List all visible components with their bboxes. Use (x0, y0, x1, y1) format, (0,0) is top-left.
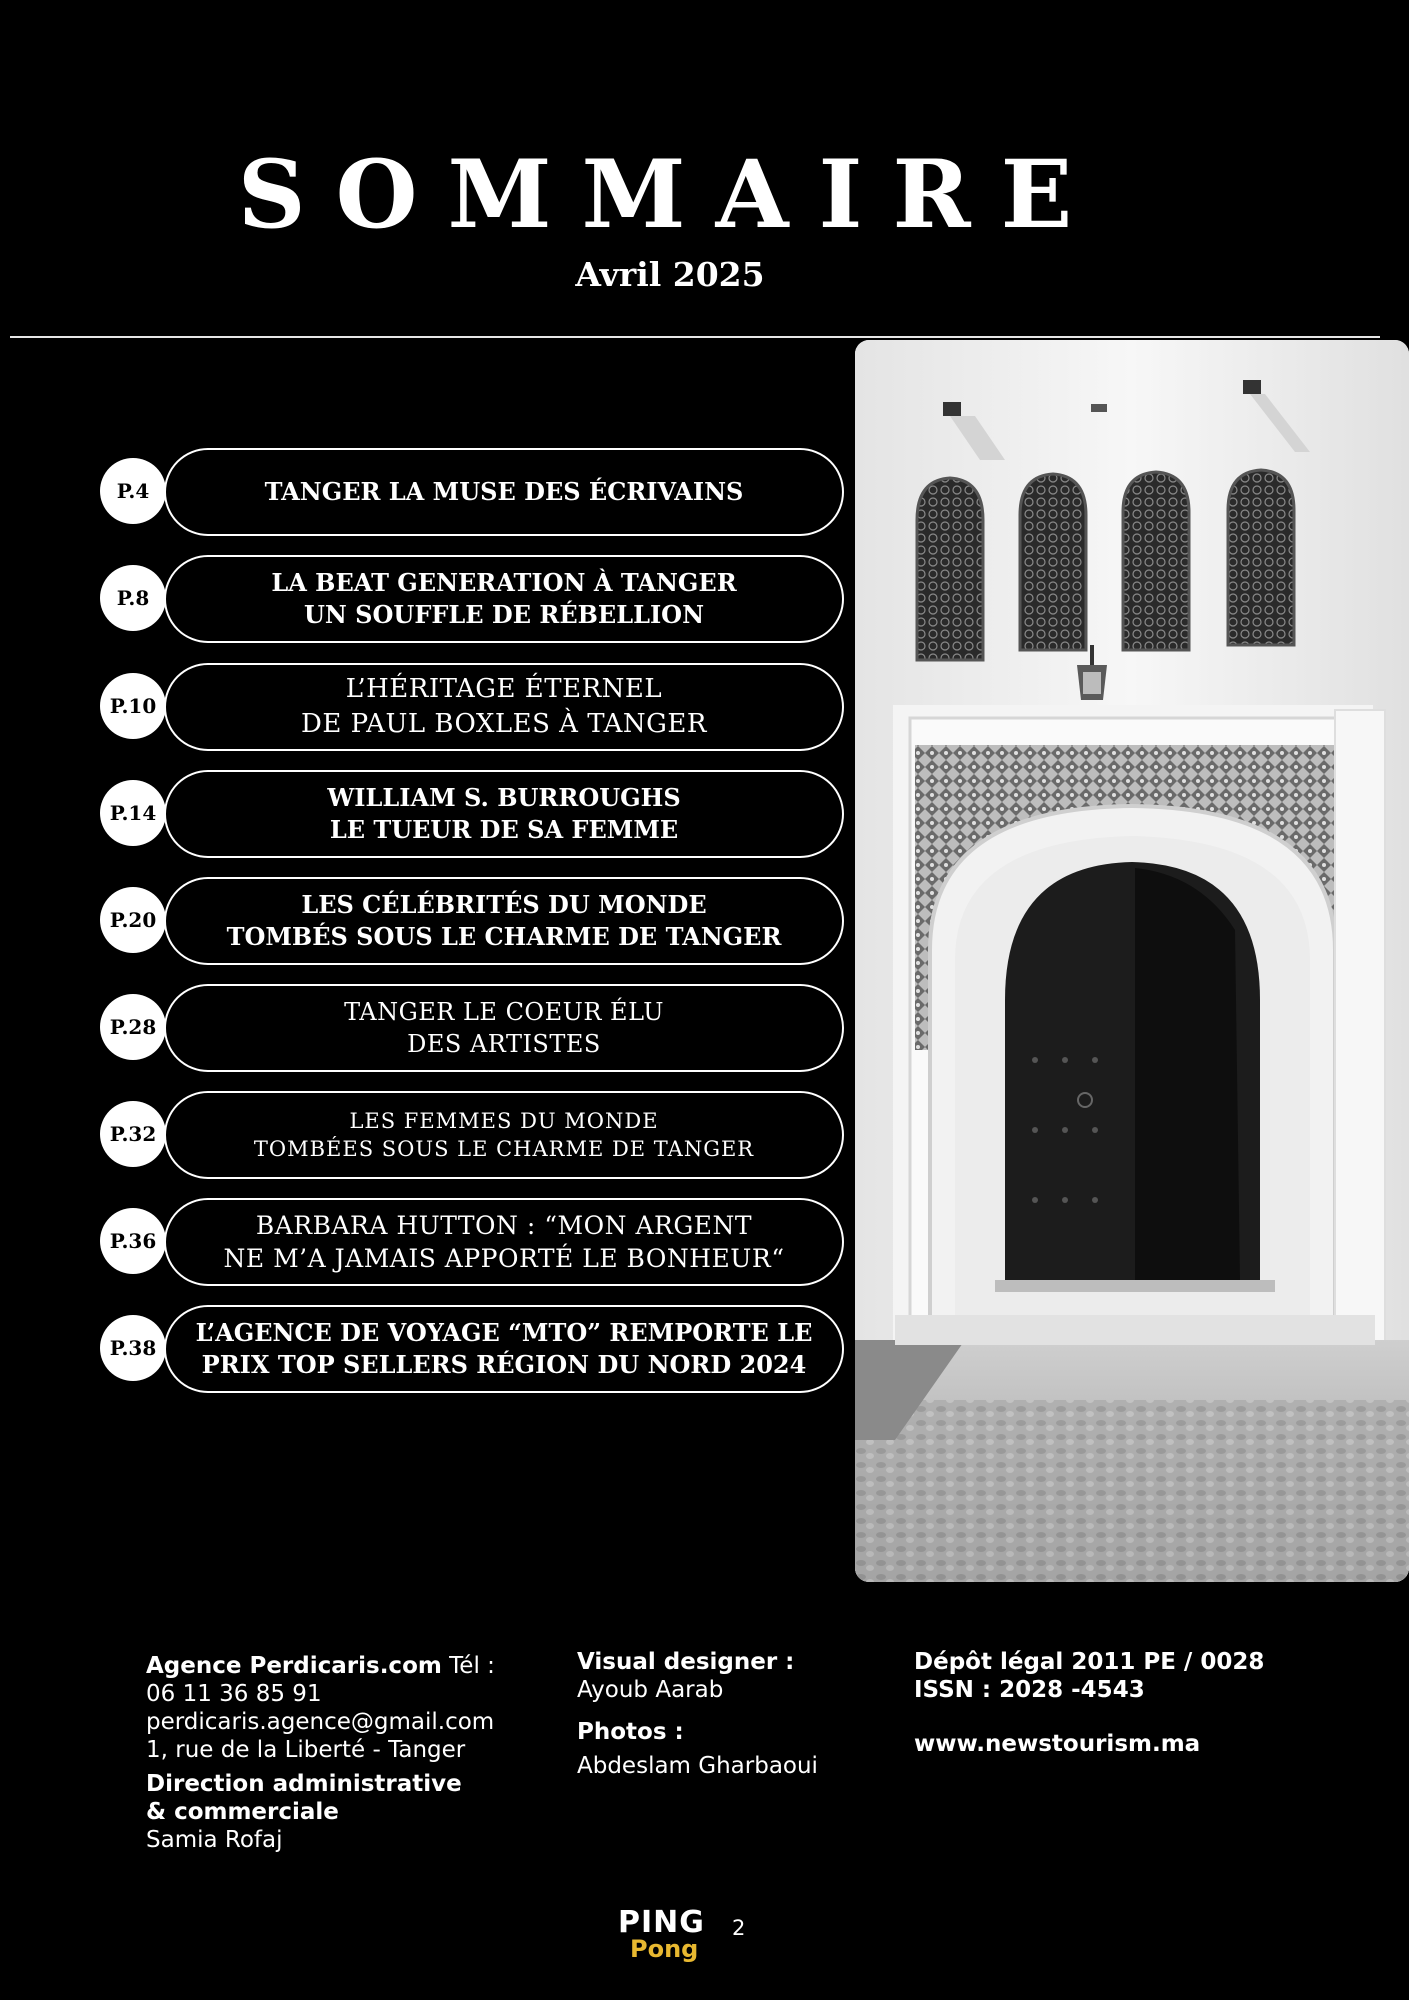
footer-legal (914, 1648, 1264, 1758)
email-address: perdicaris.agence@gmail.com (146, 1709, 495, 1735)
toc-page-number: P.14 (100, 780, 166, 846)
legal-deposit: Dépôt légal 2011 PE / 0028 (914, 1649, 1265, 1675)
visual-designer-name: Ayoub Aarab (577, 1677, 724, 1703)
toc-item-title: LES CÉLÉBRITÉS DU MONDE TOMBÉS SOUS LE CHARME DE TANGER (226, 889, 782, 951)
toc-item-title: LES FEMMES DU MONDE TOMBÉES SOUS LE CHARME DE TANGER (253, 1108, 755, 1161)
toc-item-pill[interactable] (164, 448, 844, 536)
tel-label: Tél : (441, 1653, 495, 1679)
photos-label: Photos : (577, 1719, 684, 1745)
toc-item-9[interactable] (100, 1305, 850, 1397)
logo-pong-text: Pong (630, 1935, 699, 1963)
toc-item-title: WILLIAM S. BURROUGHS LE TUEUR DE SA FEMME (327, 782, 681, 844)
toc-item-title: BARBARA HUTTON : “MON ARGENT NE M’A JAMAIS APPORTÉ LE BONHEUR“ (223, 1210, 785, 1273)
toc-item-8[interactable] (100, 1198, 850, 1290)
doorway-photo (855, 340, 1409, 1582)
toc-page-number: P.4 (100, 458, 166, 524)
toc-page-number: P.10 (100, 673, 166, 739)
toc-item-pill[interactable] (164, 1305, 844, 1393)
logo-ping-text: PING (618, 1905, 705, 1940)
footer-credits (577, 1648, 818, 1780)
issue-date: Avril 2025 (575, 255, 765, 294)
table-of-contents (0, 0, 860, 1420)
toc-page-number: P.32 (100, 1101, 166, 1167)
direction-label-2: & commerciale (146, 1799, 339, 1825)
toc-item-pill[interactable] (164, 555, 844, 643)
toc-item-7[interactable] (100, 1091, 850, 1183)
toc-page-number: P.38 (100, 1315, 166, 1381)
toc-item-4[interactable] (100, 770, 850, 862)
photographer-name: Abdeslam Gharbaoui (577, 1753, 818, 1779)
toc-page-number: P.28 (100, 994, 166, 1060)
agency-name: Agence Perdicaris.com (146, 1653, 442, 1679)
toc-item-pill[interactable] (164, 1198, 844, 1286)
visual-designer-label: Visual designer : (577, 1649, 795, 1675)
toc-item-title: TANGER LE COEUR ÉLU DES ARTISTES (344, 997, 664, 1058)
page-number: 2 (732, 1916, 746, 1940)
toc-page-number: P.20 (100, 887, 166, 953)
toc-item-6[interactable] (100, 984, 850, 1076)
toc-item-title: LA BEAT GENERATION À TANGER UN SOUFFLE DE RÉBELLION (271, 567, 737, 629)
toc-page-number: P.36 (100, 1208, 166, 1274)
director-name: Samia Rofaj (146, 1827, 283, 1853)
toc-item-pill[interactable] (164, 1091, 844, 1179)
website-link[interactable]: www.newstourism.ma (914, 1731, 1201, 1757)
toc-item-title: L’AGENCE DE VOYAGE “MTO” REMPORTE LE PRIX TOP SELLERS RÉGION DU NORD 2024 (195, 1317, 813, 1379)
toc-item-pill[interactable] (164, 877, 844, 965)
toc-item-2[interactable] (100, 555, 850, 647)
toc-item-pill[interactable] (164, 770, 844, 858)
toc-item-title: L’HÉRITAGE ÉTERNEL DE PAUL BOXLES À TANGER (300, 674, 707, 739)
page-title: SOMMAIRE (237, 140, 1103, 250)
toc-item-pill[interactable] (164, 663, 844, 751)
toc-item-title: TANGER LA MUSE DES ÉCRIVAINS (264, 476, 744, 506)
ping-pong-logo (618, 1905, 718, 1965)
footer-contact (146, 1652, 495, 1854)
toc-item-1[interactable] (100, 448, 850, 540)
phone-number: 06 11 36 85 91 (146, 1681, 322, 1707)
toc-item-5[interactable] (100, 877, 850, 969)
issn: ISSN : 2028 -4543 (914, 1677, 1145, 1703)
toc-item-3[interactable] (100, 663, 850, 755)
street-address: 1, rue de la Liberté - Tanger (146, 1737, 466, 1763)
toc-page-number: P.8 (100, 565, 166, 631)
toc-item-pill[interactable] (164, 984, 844, 1072)
direction-label: Direction administrative (146, 1771, 462, 1797)
